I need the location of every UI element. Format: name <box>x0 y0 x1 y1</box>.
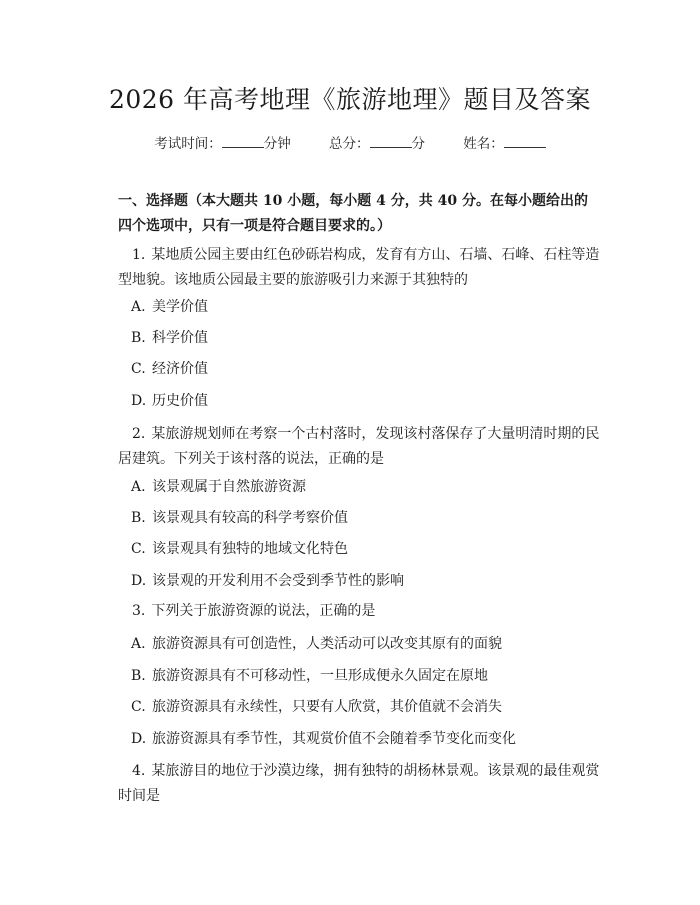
question-3 <box>118 599 600 624</box>
option-1d <box>131 391 601 411</box>
option-1a <box>131 297 601 317</box>
question-1 <box>118 243 600 293</box>
score-blank <box>370 135 412 148</box>
section-heading: 一、选择题（本大题共 10 小题，每小题 4 分，共 40 分。在每小题给出的四个选项中，只有一项是符合题目要求的。） <box>118 193 588 234</box>
option-text: 旅游资源具有季节性，其观赏价值不会随着季节变化而变化 <box>152 731 516 747</box>
name-label: 姓名： <box>463 136 504 152</box>
option-letter: B. <box>131 330 146 346</box>
total-score-field <box>329 136 425 152</box>
option-text: 历史价值 <box>152 393 208 409</box>
option-letter: A. <box>131 479 146 495</box>
option-letter: B. <box>131 510 146 526</box>
question-number: 3. <box>132 603 146 619</box>
option-1c <box>131 359 601 379</box>
score-unit: 分 <box>411 136 425 152</box>
option-letter: B. <box>131 668 146 684</box>
time-label: 考试时间： <box>154 136 222 152</box>
page-title: 2026 年高考地理《旅游地理》题目及答案 <box>108 85 592 114</box>
option-letter: C. <box>131 699 146 715</box>
option-text: 美学价值 <box>152 299 208 315</box>
option-text: 该景观属于自然旅游资源 <box>152 479 306 495</box>
option-2a <box>131 477 601 497</box>
option-text: 该景观具有较高的科学考察价值 <box>152 510 348 526</box>
option-letter: C. <box>131 361 146 377</box>
option-letter: D. <box>131 731 147 747</box>
option-text: 该景观具有独特的地域文化特色 <box>152 541 348 557</box>
option-2b <box>131 508 601 528</box>
score-label: 总分： <box>329 136 370 152</box>
option-3d <box>131 729 601 749</box>
option-text: 旅游资源具有可创造性，人类活动可以改变其原有的面貌 <box>152 636 502 652</box>
option-text: 该景观的开发利用不会受到季节性的影响 <box>152 573 404 589</box>
exam-info-line <box>0 132 700 152</box>
option-3b <box>131 666 601 686</box>
option-letter: D. <box>131 393 147 409</box>
option-text: 科学价值 <box>152 330 208 346</box>
option-text: 旅游资源具有永续性，只要有人欣赏，其价值就不会消失 <box>152 699 502 715</box>
question-text: 某旅游规划师在考察一个古村落时，发现该村落保存了大量明清时期的民居建筑。下列关于该村落的说法，正确的是 <box>118 426 600 467</box>
option-1b <box>131 328 601 348</box>
option-letter: A. <box>131 299 146 315</box>
question-2 <box>118 422 600 472</box>
option-text: 经济价值 <box>152 361 208 377</box>
time-blank <box>222 135 264 148</box>
name-blank <box>504 135 546 148</box>
question-number: 1. <box>132 247 146 263</box>
option-letter: C. <box>131 541 146 557</box>
option-2c <box>131 539 601 559</box>
question-4 <box>118 759 600 809</box>
exam-time-field <box>154 136 291 152</box>
option-3c <box>131 697 601 717</box>
question-text: 下列关于旅游资源的说法，正确的是 <box>151 603 376 619</box>
question-text: 某旅游目的地位于沙漠边缘，拥有独特的胡杨林景观。该景观的最佳观赏时间是 <box>118 763 600 804</box>
time-unit: 分钟 <box>263 136 291 152</box>
option-2d <box>131 571 601 591</box>
name-field <box>463 136 546 152</box>
question-text: 某地质公园主要由红色砂砾岩构成，发育有方山、石墙、石峰、石柱等造型地貌。该地质公园最主要的旅游吸引力来源于其独特的 <box>118 247 600 288</box>
question-number: 2. <box>132 426 146 442</box>
option-letter: A. <box>131 636 146 652</box>
question-number: 4. <box>132 763 146 779</box>
option-text: 旅游资源具有不可移动性，一旦形成便永久固定在原地 <box>152 668 488 684</box>
option-3a <box>131 634 601 654</box>
option-letter: D. <box>131 573 147 589</box>
